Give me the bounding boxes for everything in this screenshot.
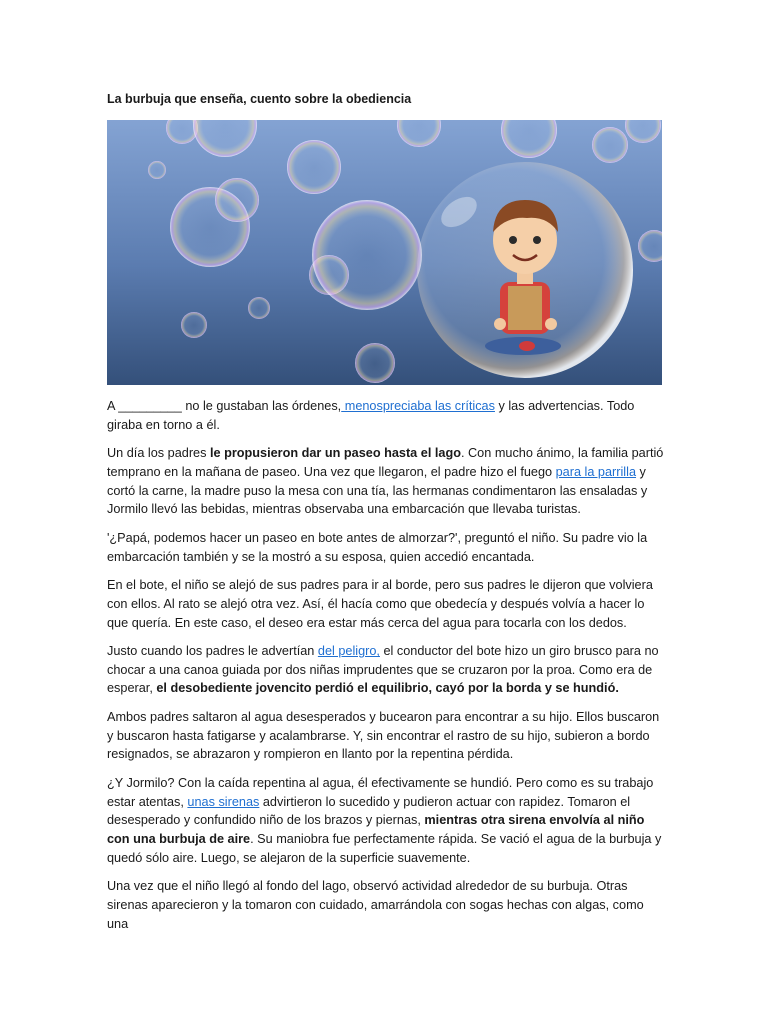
text-run: advirtieron lo sucedido y pudieron actuar con rapidez. Tomaron el desesperado y confundido niño de los brazos y piernas,: [107, 794, 631, 828]
text-run: '¿Papá, podemos hacer un paseo en bote antes de almorzar?', preguntó el niño. Su padre vio la embarcación también y se la mostró a su esposa, quien accedió encantada.: [107, 530, 648, 564]
paragraph: [107, 708, 667, 764]
story-text: [107, 397, 667, 943]
paragraph: [107, 774, 667, 867]
text-run: y cortó la carne, la madre puso la mesa con una tía, las hermanas condimentaron las ensaladas y Jormilo llevó las bebidas, mientras observaba una embarcación que llevaba turistas.: [107, 464, 648, 517]
bold-run: el desobediente jovencito perdió el equilibrio, cayó por la borda y se hundió.: [156, 681, 619, 696]
text-run: Un día los padres: [107, 446, 210, 461]
text-run: A _________ no le gustaban las órdenes,: [107, 399, 342, 413]
text-run: Justo cuando los padres le advertían: [107, 644, 318, 659]
paragraph: [107, 877, 667, 933]
bold-run: mientras otra sirena envolvía al niño con una burbuja de aire: [107, 813, 645, 846]
text-run: . Su maniobra fue perfectamente rápida. Se vació el agua de la burbuja y quedó sólo aire. Luego, se alejaron de la superficie suavemente.: [107, 832, 662, 865]
text-run: Ambos padres saltaron al agua desesperados y bucearon para encontrar a su hijo. Ellos buscaron y buscaron hasta fatigarse y acalambrarse. Y, sin encontrar el rastro de su hijo, subieron a bordo resignados, se abrazaron y rompieron en llanto por la repentina pérdida.: [107, 710, 660, 762]
text-run: el conductor del bote hizo un giro brusco para no chocar a una canoa guiada por dos niñas imprudentes que se cruzaron por la proa. Como era de esperar,: [107, 644, 659, 696]
text-run: En el bote, el niño se alejó de sus padres para ir al borde, pero sus padres le dijeron que volviera con ellos. Al rato se alejó otra vez. Así, él hacía como que obedecía y después volvía a hacer lo que quería. En este caso, el deseo era estar más cerca del agua para tocarla con los dedos.: [107, 578, 653, 630]
link-sirenas[interactable]: unas sirenas: [187, 794, 260, 809]
text-run: Una vez que el niño llegó al fondo del lago, observó actividad alrededor de su burbuja. Otras sirenas aparecieron y la tomaron con cuidado, amarrándola con sogas hechas con algas, como una: [107, 879, 644, 931]
paragraph: [107, 397, 667, 434]
link-menospreciaba[interactable]: menospreciaba las críticas: [341, 399, 495, 413]
paragraph: [107, 642, 667, 698]
bold-run: le propusieron dar un paseo hasta el lago: [209, 446, 461, 461]
text-run: ¿Y Jormilo? Con la caída repentina al agua, él efectivamente se hundió. Pero como es su trabajo estar atentas,: [107, 776, 654, 809]
link-peligro[interactable]: del peligro,: [317, 644, 380, 659]
paragraph: [107, 576, 667, 632]
text-run: . Con mucho ánimo, la familia partió temprano en la mañana de paseo. Una vez que llegaron, el padre hizo el fuego: [107, 446, 664, 479]
link-parrilla[interactable]: para la parrilla: [555, 464, 637, 479]
page-title: La burbuja que enseña, cuento sobre la obediencia: [107, 92, 412, 106]
paragraph: [107, 444, 667, 518]
bubble-boy-illustration: [107, 120, 662, 385]
paragraph: [107, 529, 667, 566]
text-run: y las advertencias. Todo giraba en torno a él.: [107, 399, 635, 432]
